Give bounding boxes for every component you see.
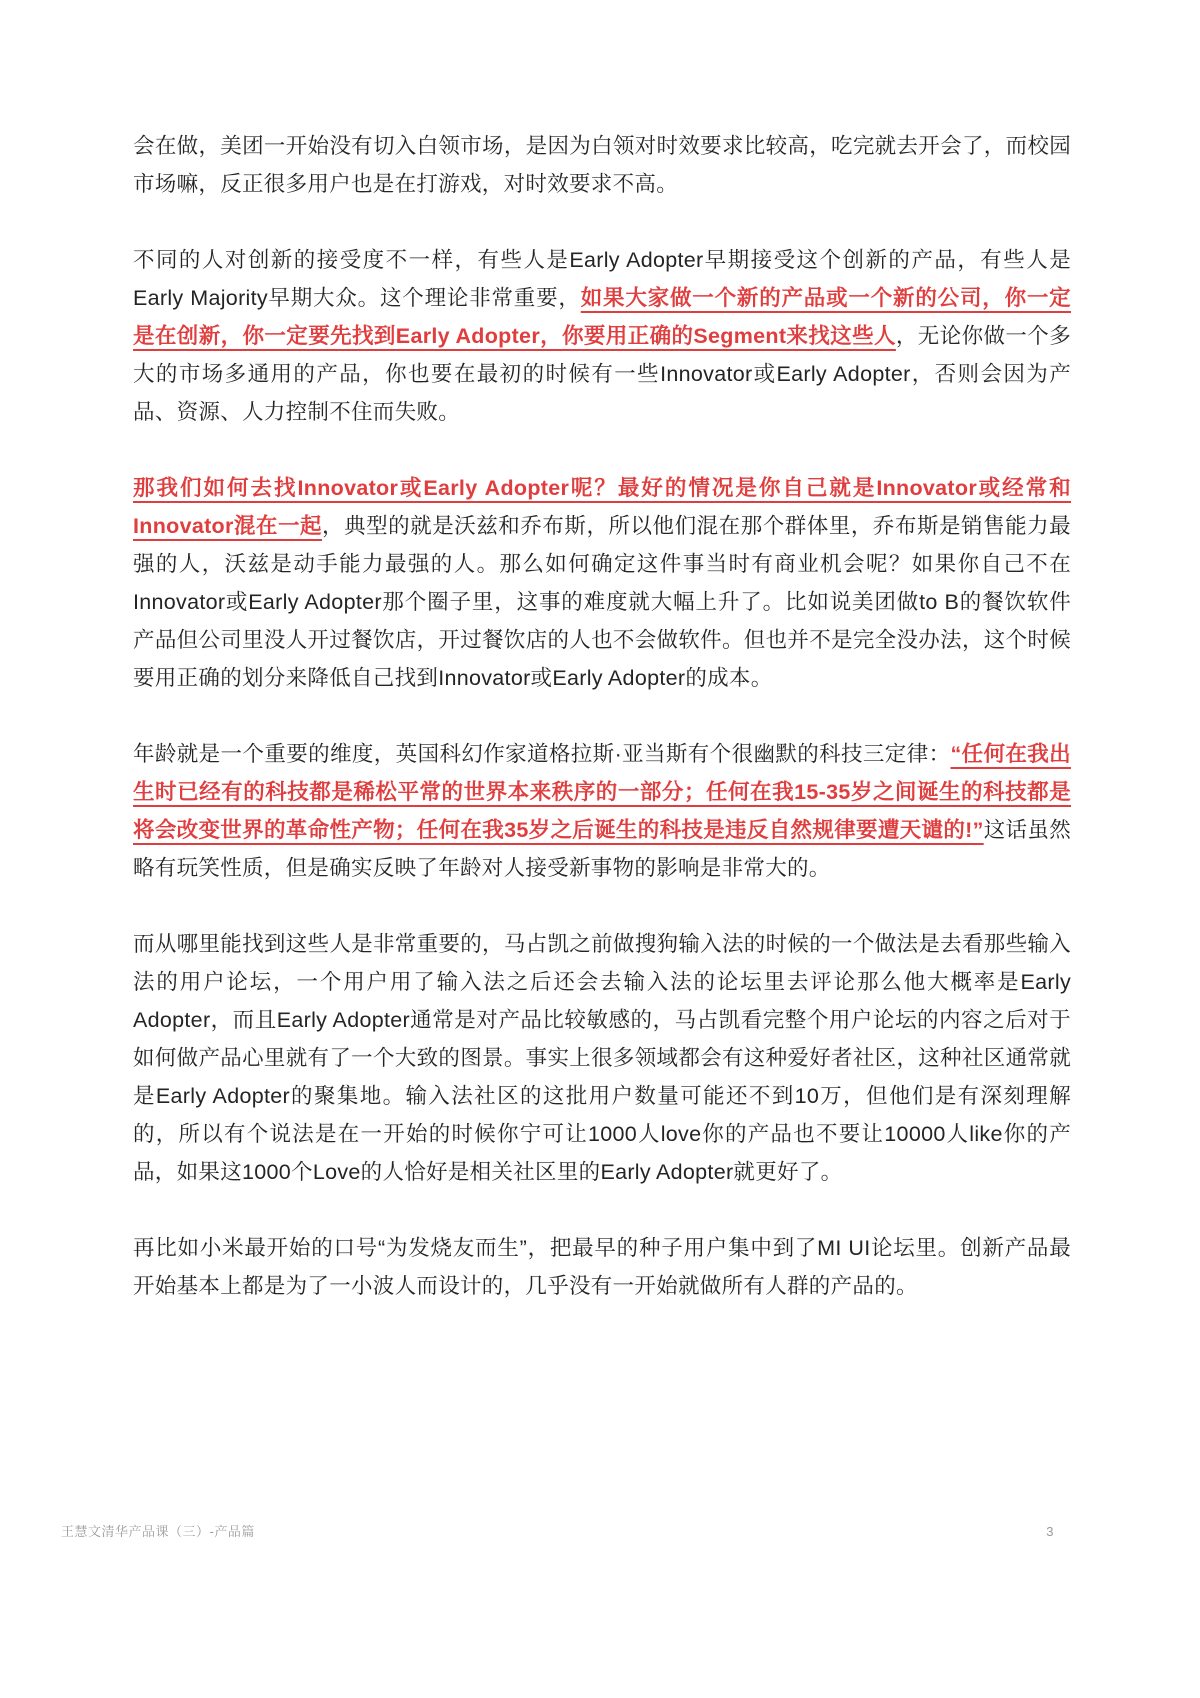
body-text: ，无论你做一个多大的市场多通用的产品，你也要在最初的时候有一些Innovator或Early Adopter，否则会因为产品、资源、人力控制不住而失败。 (133, 324, 1071, 424)
footer-page-number: 3 (1046, 1524, 1054, 1539)
body-text: 年龄就是一个重要的维度，英国科幻作家道格拉斯·亚当斯有个很幽默的科技三定律： (133, 742, 951, 766)
page-footer (61, 1521, 1054, 1540)
footer-document-title: 王慧文清华产品课（三）-产品篇 (61, 1524, 255, 1539)
highlighted-text: 那我们如何去找Innovator或Early Adopter呢？最好的情况是你自己就是Innovator或经常和Innovator混在一起 (133, 476, 1071, 538)
paragraph (133, 925, 1071, 1191)
body-text: 不同的人对创新的接受度不一样，有些人是Early Adopter早期接受这个创新的产品，有些人是Early Majority早期大众。这个理论非常重要， (133, 248, 1071, 310)
document-body (133, 127, 1071, 1305)
body-text: 再比如小米最开始的口号“为发烧友而生”，把最早的种子用户集中到了MI UI论坛里。创新产品最开始基本上都是为了一小波人而设计的，几乎没有一开始就做所有人群的产品的。 (133, 1236, 1071, 1298)
body-text: 而从哪里能找到这些人是非常重要的，马占凯之前做搜狗输入法的时候的一个做法是去看那些输入法的用户论坛，一个用户用了输入法之后还会去输入法的论坛里去评论那么他大概率是Early Adopter，而且Early Adopter通常是对产品比较敏感的，马占凯看完整个用户论坛的内容之后对于如何做产品心里就有了一个大致的图景。事实上很多领域都会有这种爱好者社区，这种社区通常就是Early Adopter的聚集地。输入法社区的这批用户数量可能还不到10万，但他们是有深刻理解的，所以有个说法是在一开始的时候你宁可让1000人love你的产品也不要让10000人like你的产品，如果这1000个Love的人恰好是相关社区里的Early Adopter就更好了。 (133, 932, 1071, 1184)
paragraph (133, 469, 1071, 697)
paragraph (133, 127, 1071, 203)
paragraph (133, 241, 1071, 431)
highlighted-text: “任何在我出生时已经有的科技都是稀松平常的世界本来秩序的一部分；任何在我15-35岁之间诞生的科技都是将会改变世界的革命性产物；任何在我35岁之后诞生的科技是违反自然规律要遭天谴的!” (133, 742, 1071, 842)
paragraph (133, 1229, 1071, 1305)
highlighted-text: 如果大家做一个新的产品或一个新的公司，你一定是在创新，你一定要先找到Early Adopter，你要用正确的Segment来找这些人 (133, 286, 1071, 348)
body-text: 这话虽然略有玩笑性质，但是确实反映了年龄对人接受新事物的影响是非常大的。 (133, 818, 1071, 880)
body-text: 会在做，美团一开始没有切入白领市场，是因为白领对时效要求比较高，吃完就去开会了，而校园市场嘛，反正很多用户也是在打游戏，对时效要求不高。 (133, 134, 1071, 196)
paragraph (133, 735, 1071, 887)
body-text: ，典型的就是沃兹和乔布斯，所以他们混在那个群体里，乔布斯是销售能力最强的人，沃兹是动手能力最强的人。那么如何确定这件事当时有商业机会呢？如果你自己不在Innovator或Early Adopter那个圈子里，这事的难度就大幅上升了。比如说美团做to B的餐饮软件产品但公司里没人开过餐饮店，开过餐饮店的人也不会做软件。但也并不是完全没办法，这个时候要用正确的划分来降低自己找到Innovator或Early Adopter的成本。 (133, 514, 1071, 690)
